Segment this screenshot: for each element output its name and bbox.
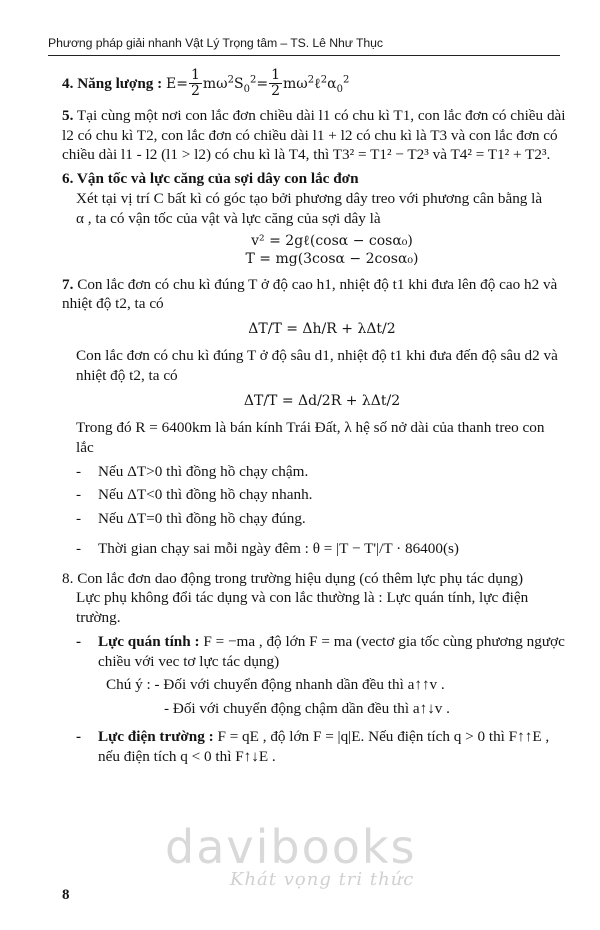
electric-force-line-2: nếu điện tích q < 0 thì F↑↓E . — [98, 747, 276, 765]
electric-force-label: Lực điện trường : — [98, 727, 214, 745]
section-8-para-1: Lực phụ không đổi tác dụng và con lắc thường là : Lực quán tính, lực điện — [76, 589, 529, 607]
section-6-para-1: Xét tại vị trí C bất kì có góc tạo bởi phương dây treo với phương cân bằng là — [76, 189, 543, 207]
section-7-line-1: 7. Con lắc đơn có chu kì đúng T ở độ cao h1, nhiệt độ t1 khi đưa lên độ cao h2 và — [62, 275, 558, 293]
section-7-line-4: nhiệt độ t2, ta có — [76, 367, 178, 385]
section-8-title: 8. Con lắc đơn dao động trong trường hiệu dụng (có thêm lực phụ tác dụng) — [62, 569, 524, 587]
section-8-para-2: trường. — [76, 609, 121, 627]
section-4 — [62, 68, 582, 100]
watermark-brand: davibooks — [165, 820, 417, 874]
section-7-line-2: nhiệt độ t2, ta có — [62, 295, 164, 313]
inertial-force-label: Lực quán tính : — [98, 632, 200, 650]
depth-equation: ΔT/T = Δd/2R + λΔt/2 — [243, 392, 401, 409]
section-5-line-2: l2 có chu kì T2, con lắc đơn có chiều dài l1 + l2 có chu kì là T3 và con lắc đơn có — [62, 126, 558, 144]
bullet-slow: - Nếu ΔT>0 thì đồng hồ chạy chậm. — [76, 462, 309, 480]
section-7-line-6: lắc — [76, 438, 94, 456]
watermark-slogan: Khát vọng tri thức — [230, 869, 415, 890]
bullet-correct: - Nếu ΔT=0 thì đồng hồ chạy đúng. — [76, 510, 306, 528]
electric-force-line-1: - Lực điện trường : F = qE , độ lớn F = |q|E. Nếu điện tích q > 0 thì F↑↑E , — [76, 727, 550, 745]
note-decelerating: - Đối với chuyển động chậm dần đều thì a↑↓v . — [164, 700, 450, 718]
bullet-error-per-day: - Thời gian chạy sai mỗi ngày đêm : θ = |T − T'|/T · 86400(s) — [76, 539, 459, 557]
section-4-title: 4. Năng lượng : — [62, 74, 163, 92]
section-7-line-3: Con lắc đơn có chu kì đúng T ở độ sâu d1, nhiệt độ t1 khi đưa đến độ sâu d2 và — [76, 347, 558, 365]
page-number: 8 — [62, 887, 70, 903]
section-5-line-1: 5. Tại cùng một nơi con lắc đơn chiều dài l1 có chu kì T1, con lắc đơn có chiều dài — [62, 106, 566, 124]
altitude-equation: ΔT/T = Δh/R + λΔt/2 — [248, 321, 396, 338]
energy-equation-rendered: E= $\frac{1}{2}$ $m\omega^2S_0^2=$ $\frac{1}{2}$ $m\omega^2\ell^2\alpha_0^2$ — [166, 67, 350, 100]
inertial-force-line-2: chiều với vec tơ lực tác dụng) — [98, 652, 280, 670]
tension-equation: T = mg(3cosα − 2cosα₀) — [245, 251, 419, 268]
section-6-para-2: α , ta có vận tốc của vật và lực căng của sợi dây là — [76, 209, 381, 227]
bullet-fast: - Nếu ΔT<0 thì đồng hồ chạy nhanh. — [76, 486, 313, 504]
velocity-equation: v² = 2gℓ(cosα − cosα₀) — [251, 233, 413, 250]
section-6-title: 6. Vận tốc và lực căng của sợi dây con lắc đơn — [62, 170, 359, 188]
page-content — [62, 62, 582, 766]
section-5-line-3: chiều dài l1 - l2 (l1 > l2) có chu kì là T4, thì T3² = T1² − T2³ và T4² = T1² + T2³. — [62, 146, 551, 164]
section-7-line-5: Trong đó R = 6400km là bán kính Trái Đất, λ hệ số nở dài của thanh treo con — [76, 419, 545, 437]
running-header: Phương pháp giải nhanh Vật Lý Trọng tâm – TS. Lê Như Thục — [48, 36, 560, 56]
inertial-force-line-1: - Lực quán tính : F = −ma , độ lớn F = ma (vectơ gia tốc cùng phương ngược — [76, 632, 565, 650]
note-accelerating: Chú ý : - Đối với chuyển động nhanh dần đều thì a↑↑v . — [106, 676, 445, 694]
